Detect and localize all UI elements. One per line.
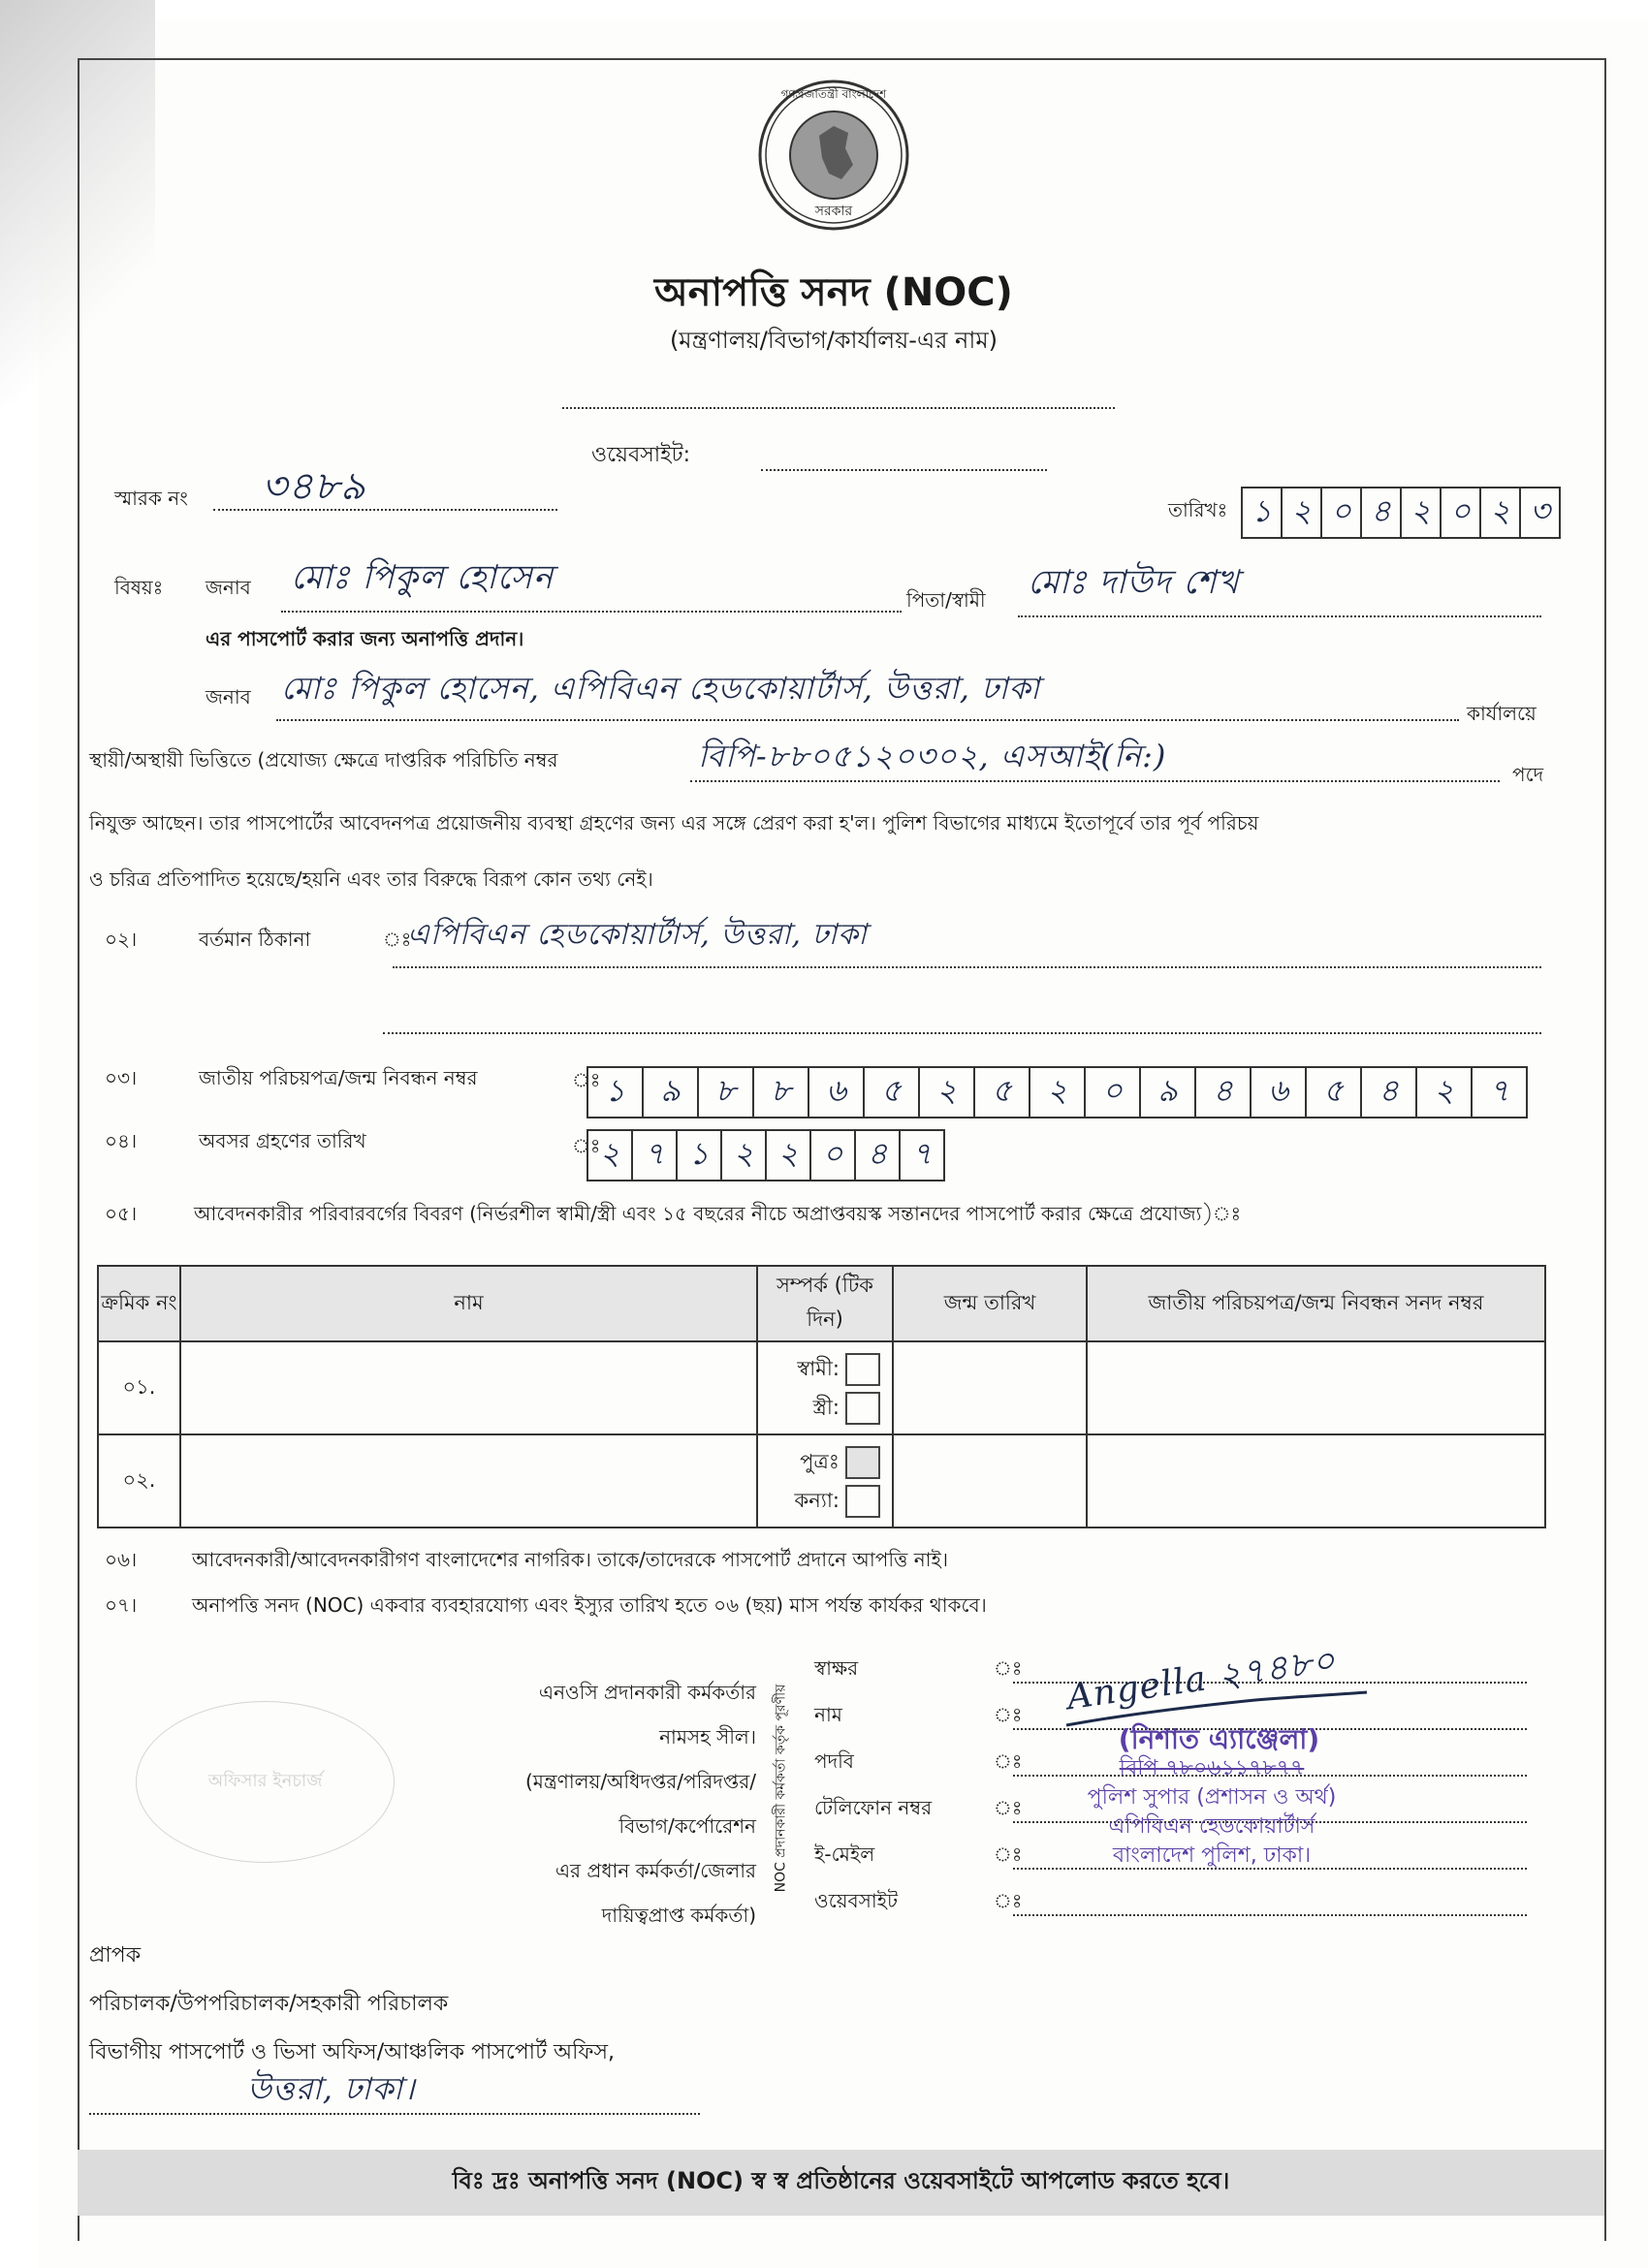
relation-daughter-label: কন্যা: — [794, 1489, 840, 1512]
item2-label: বর্তমান ঠিকানা — [199, 928, 311, 951]
row-dob-cell[interactable] — [893, 1434, 1087, 1528]
body-janab: জনাব — [206, 685, 251, 709]
recipient-line1: পরিচালক/উপপরিচালক/সহকারী পরিচালক — [89, 1992, 449, 2016]
date-boxes — [1241, 487, 1559, 539]
body-para3: ও চরিত্র প্রতিপাদিত হয়েছে/হয়নি এবং তার বিরুদ্ধে বিরূপ কোন তথ্য নেই। — [89, 867, 653, 891]
digit-box: ৪ — [854, 1129, 901, 1181]
item6-label: আবেদনকারী/আবেদনকারীগণ বাংলাদেশের নাগরিক। তাকে/তাদেরকে পাসপোর্ট প্রদানে আপত্তি নাই। — [192, 1548, 949, 1571]
digit-box: ৬ — [1250, 1066, 1307, 1118]
digit-box: ২ — [918, 1066, 975, 1118]
digit-box: ৬ — [808, 1066, 865, 1118]
header-serial: ক্রমিক নং — [98, 1266, 180, 1341]
officer-line: নামসহ সীল। — [659, 1725, 756, 1748]
memo-value: ৩৪৮৯ — [262, 464, 366, 509]
stamp-id: বিপি-৭৮০৬১১৭৮৭৭ — [1119, 1756, 1305, 1780]
officer-description — [407, 1670, 756, 1937]
item7-num: ০৭। — [105, 1593, 138, 1617]
page-title: অনাপত্তি সনদ (NOC) — [654, 270, 1013, 315]
wife-checkbox[interactable] — [845, 1392, 880, 1425]
relation-son-label: পুত্রঃ — [800, 1450, 840, 1473]
item5-label: আবেদনকারীর পরিবারবর্গের বিবরণ (নির্ভরশীল স্বামী/স্ত্রী এবং ১৫ বছরের নীচে অপ্রাপ্তবয়স্ক সন্তানদের পাসপোর্ট করার ক্ষেত্রে প্রযোজ্য)ঃ — [194, 1202, 1242, 1225]
signature-field-label: স্বাক্ষর — [814, 1656, 859, 1680]
item3-num: ০৩। — [105, 1066, 138, 1089]
item4-label: অবসর গ্রহণের তারিখ — [199, 1129, 366, 1152]
digit-box: ২ — [1479, 487, 1521, 539]
row-name-cell[interactable] — [180, 1434, 757, 1528]
item2-colon: ঃ — [383, 928, 412, 951]
office-value: মোঃ পিকুল হোসেন, এপিবিএন হেডকোয়ার্টার্স, উত্তরা, ঢাকা — [281, 670, 1041, 707]
digit-box: ২ — [1281, 487, 1322, 539]
recipient-line2: বিভাগীয় পাসপোর্ট ও ভিসা অফিস/আঞ্চলিক পাসপোর্ট অফিস, — [89, 2040, 615, 2064]
footer-note — [78, 2150, 1604, 2216]
digit-box: ২ — [765, 1129, 811, 1181]
website-label: ওয়েবসাইট: — [591, 443, 690, 467]
table-row — [98, 1434, 1545, 1528]
digit-box: ০ — [1084, 1066, 1141, 1118]
signature-field-label: পদবি — [814, 1749, 854, 1773]
signature-field-colon: ঃ — [994, 1796, 1023, 1819]
table-row — [98, 1341, 1545, 1434]
digit-box: ১ — [676, 1129, 722, 1181]
digit-box: ২ — [586, 1129, 633, 1181]
id-value: বিপি-৮৮০৫১২০৩০২, এসআই(নি:) — [698, 738, 1167, 774]
date-label: তারিখঃ — [1168, 498, 1228, 521]
faint-seal-text: অফিসার ইনচার্জ — [207, 1771, 323, 1791]
digit-box: ৪ — [1194, 1066, 1252, 1118]
subject-janab: জনাব — [206, 576, 251, 599]
signature-field-label: ওয়েবসাইট — [814, 1889, 898, 1912]
officer-line: এর প্রধান কর্মকর্তা/জেলার — [555, 1859, 756, 1882]
item4-num: ০৪। — [105, 1129, 138, 1152]
digit-box: ৩ — [1519, 487, 1561, 539]
recipient-label: প্রাপক — [89, 1943, 142, 1968]
ministry-name-line — [562, 388, 1115, 409]
relation-husband-label: স্বামী: — [797, 1357, 840, 1380]
item3-label: জাতীয় পরিচয়পত্র/জন্ম নিবন্ধন নম্বর — [199, 1066, 478, 1089]
vertical-label-wrap — [762, 1657, 799, 1919]
digit-box: ১ — [586, 1066, 644, 1118]
faint-office-seal — [136, 1701, 395, 1863]
header-relation: সম্পর্ক (টিক দিন) — [757, 1266, 893, 1341]
address-line2 — [383, 1013, 1541, 1034]
post-suffix: পদে — [1512, 763, 1544, 786]
father-value: মোঃ দাউদ শেখ — [1028, 563, 1240, 602]
digit-box: ৪ — [1360, 487, 1402, 539]
item3-colon: ঃ — [572, 1068, 601, 1091]
page-subtitle: (মন্ত্রণালয়/বিভাগ/কার্যালয়-এর নাম) — [669, 327, 998, 354]
row-serial: ০২. — [98, 1434, 180, 1528]
husband-checkbox[interactable] — [845, 1353, 880, 1386]
stamp-unit: এপিবিএন হেডকোয়ার্টার্স — [1108, 1814, 1315, 1839]
digit-box: ৭ — [899, 1129, 945, 1181]
digit-box: ২ — [720, 1129, 767, 1181]
digit-box: ৯ — [642, 1066, 699, 1118]
government-seal — [756, 73, 911, 237]
recipient-value: উত্তরা, ঢাকা। — [247, 2070, 416, 2107]
digit-box: ৭ — [631, 1129, 678, 1181]
stamp-designation: পুলিশ সুপার (প্রশাসন ও অর্থ) — [1087, 1785, 1337, 1810]
digit-box: ০ — [1440, 487, 1481, 539]
signature-field-label: ই-মেইল — [814, 1843, 875, 1866]
row-dob-cell[interactable] — [893, 1341, 1087, 1434]
officer-line: (মন্ত্রণালয়/অধিদপ্তর/পরিদপ্তর/ — [524, 1770, 756, 1793]
signature-field-row — [814, 1887, 1532, 1934]
item4-colon: ঃ — [572, 1134, 601, 1157]
officer-line: এনওসি প্রদানকারী কর্মকর্তার — [538, 1681, 756, 1704]
signature-field-colon: ঃ — [994, 1749, 1023, 1773]
family-table — [97, 1265, 1546, 1528]
subject-label: বিষয়ঃ — [114, 576, 164, 599]
signature-field-colon: ঃ — [994, 1656, 1023, 1680]
signature-field-label: নাম — [814, 1703, 842, 1726]
item7-label: অনাপত্তি সনদ (NOC) একবার ব্যবহারযোগ্য এবং ইস্যুর তারিখ হতে ০৬ (ছয়) মাস পর্যন্ত কার্যকর থাকবে। — [192, 1593, 987, 1617]
digit-box: ০ — [809, 1129, 856, 1181]
digit-box: ৯ — [1139, 1066, 1196, 1118]
digit-box: ০ — [1320, 487, 1362, 539]
header-dob: জন্ম তারিখ — [893, 1266, 1087, 1341]
digit-box: ২ — [1029, 1066, 1086, 1118]
digit-box: ৮ — [697, 1066, 754, 1118]
signature-field-colon: ঃ — [994, 1889, 1023, 1912]
officer-line: বিভাগ/কর্পোরেশন — [618, 1814, 756, 1838]
relation-wife-label: স্ত্রী: — [812, 1396, 840, 1419]
digit-box: ৫ — [863, 1066, 920, 1118]
header-name: নাম — [180, 1266, 757, 1341]
signature-field-label: টেলিফোন নম্বর — [814, 1796, 933, 1819]
subject-name-value: মোঃ পিকুল হোসেন — [291, 558, 555, 597]
digit-box: ২ — [1400, 487, 1442, 539]
row-nid-cell[interactable] — [1087, 1341, 1545, 1434]
header-nid: জাতীয় পরিচয়পত্র/জন্ম নিবন্ধন সনদ নম্বর — [1087, 1266, 1545, 1341]
daughter-checkbox[interactable] — [845, 1485, 880, 1518]
digit-box: ৭ — [1471, 1066, 1528, 1118]
officer-line: দায়িত্বপ্রাপ্ত কর্মকর্তা) — [601, 1904, 756, 1927]
father-label: পিতা/স্বামী — [906, 588, 986, 612]
seal-top-text: গণপ্রজাতন্ত্রী বাংলাদেশ — [780, 87, 887, 101]
memo-label: স্মারক নং — [114, 487, 188, 510]
digit-box: ২ — [1415, 1066, 1473, 1118]
digit-box: ৮ — [752, 1066, 809, 1118]
row-serial: ০১. — [98, 1341, 180, 1434]
subject-line2: এর পাসপোর্ট করার জন্য অনাপত্তি প্রদান। — [206, 627, 524, 650]
basis-label: স্থায়ী/অস্থায়ী ভিত্তিতে (প্রযোজ্য ক্ষেত্রে দাপ্তরিক পরিচিতি নম্বর — [89, 748, 558, 772]
son-checkbox[interactable] — [845, 1446, 880, 1479]
item6-num: ০৬। — [105, 1548, 138, 1571]
stamp-org: বাংলাদেশ পুলিশ, ঢাকা। — [1112, 1843, 1312, 1868]
vertical-label: NOC প্রদানকারী কর্মকর্তা কর্তৃক পূরণীয় — [773, 1684, 789, 1893]
item2-num: ০২। — [105, 928, 138, 951]
signature-field-colon: ঃ — [994, 1843, 1023, 1866]
signature-field-colon: ঃ — [994, 1703, 1023, 1726]
retirement-boxes — [586, 1129, 943, 1181]
signature-field-line[interactable] — [1013, 1893, 1527, 1916]
address-value: এপিবিএন হেডকোয়ার্টার্স, উত্তরা, ঢাকা — [407, 918, 868, 952]
row-name-cell[interactable] — [180, 1341, 757, 1434]
row-nid-cell[interactable] — [1087, 1434, 1545, 1528]
footer-note-text: বিঃ দ্রঃ অনাপত্তি সনদ (NOC) স্ব স্ব প্রতিষ্ঠানের ওয়েবসাইটে আপলোড করতে হবে। — [452, 2167, 1230, 2194]
nid-boxes — [586, 1066, 1526, 1118]
website-line — [761, 448, 1047, 471]
digit-box: ৫ — [1305, 1066, 1362, 1118]
office-suffix: কার্যালয়ে — [1467, 702, 1537, 725]
item5-num: ০৫। — [105, 1202, 138, 1225]
body-para2: নিযুক্ত আছেন। তার পাসপোর্টের আবেদনপত্র প্রয়োজনীয় ব্যবস্থা গ্রহণের জন্য এর সঙ্গে প্রেরণ করা হ'ল। পুলিশ বিভাগের মাধ্যমে ইতোপূর্বে তার পূর্ব পরিচয় — [89, 811, 1259, 835]
table-header-row — [98, 1266, 1545, 1341]
stamp-name: (নিশাত এ্যাঞ্জেলা) — [1118, 1723, 1320, 1755]
digit-box: ৪ — [1360, 1066, 1417, 1118]
digit-box: ৫ — [973, 1066, 1030, 1118]
officer-stamp — [1062, 1725, 1362, 1871]
digit-box: ১ — [1241, 487, 1283, 539]
handwritten-signature: Angella ২৭৪৮০ — [1064, 1640, 1339, 1718]
seal-bottom-text: সরকার — [814, 204, 853, 219]
